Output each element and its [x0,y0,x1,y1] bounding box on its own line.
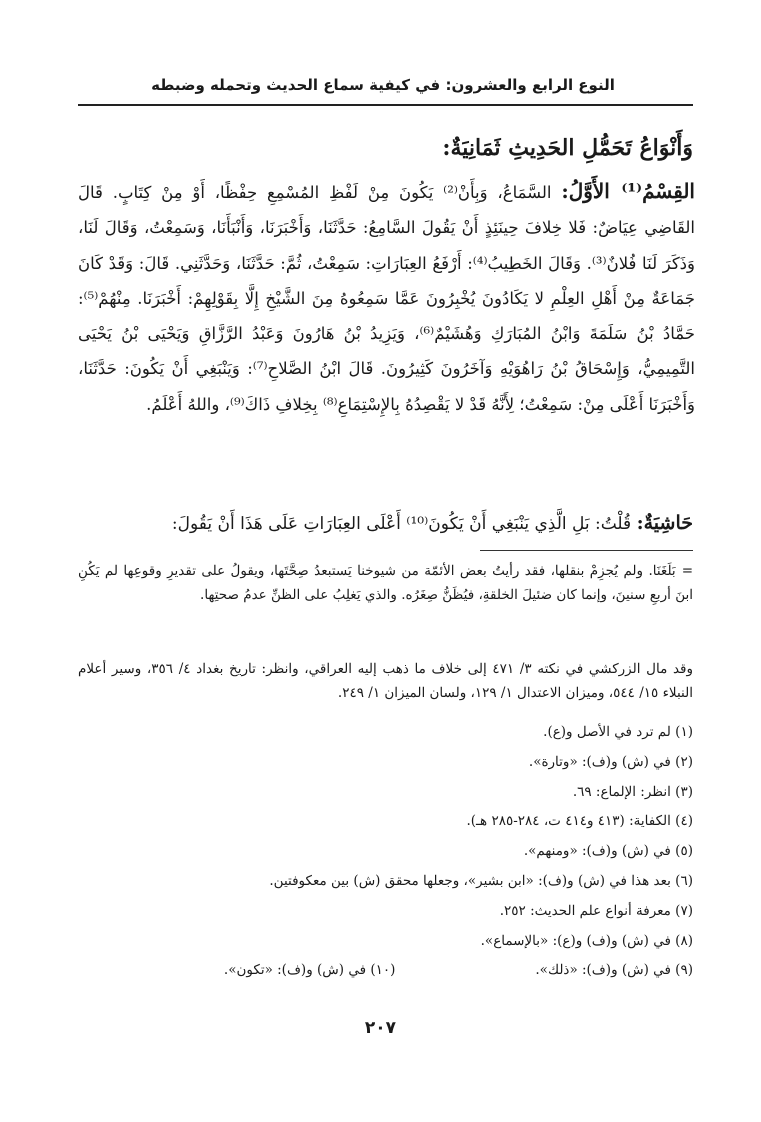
section-lead: القِسْمُ⁽¹⁾ الأَوَّلُ: [561,179,695,203]
footnote-list [78,718,693,986]
hashiya-paragraph [78,506,693,541]
footnote-item: (١) لم ترد في الأصل و(ع). [543,724,693,740]
footnote-item: (٦) بعد هذا في (ش) و(ف): «ابن بشير»، وجعلها محقق (ش) بين معكوفتين. [269,872,693,889]
header-rule [78,104,693,106]
footnote-rule [480,550,693,551]
footnote-item-pair [78,956,693,986]
footnote-item: (٨) في (ش) و(ف) و(ع): «بالإسماع». [480,932,693,949]
hashiya-lead: حَاشِيَةٌ: [636,512,693,534]
footnote-continuation [78,560,693,607]
main-paragraph [78,174,695,422]
footnote-item: (٩) في (ش) و(ف): «ذلك». [535,962,693,979]
footnote-note: وقد مال الزركشي في نكته ٣/ ٤٧١ إلى خلاف ما ذهب إليه العراقي، وانظر: تاريخ بغداد ٤/ ٣٥٦، وسير أعلام النبلاء ١٥/ ٥٤٤، وميزان الاعتدال ١/ ١٢٩، ولسان الميزان ١/ ٢٤٩. [78,661,694,701]
running-head: النوع الرابع والعشرون: في كيفية سماع الحديث وتحمله وضبطه [151,76,615,94]
page-number: ٢٠٧ [364,1018,397,1038]
continuation-text: بَلَغَنَا. ولم يُجزِمْ بنقلها، فقد رأيتُ بعض الأئمّة من شيوخنا يَستبعدُ صِحَّتَها، ويقولُ على تقديرِ وقوعِها لم يَكُنِ ابنَ أربعِ سنينَ، وإنما كان ضئيلَ الخلقةِ، فيُظَنُّ صِغَرُه. والذي يَغلِبُ على الظنِّ عدمُ صحتِها. [78,563,693,603]
footnote-item: (٧) معرفة أنواع علم الحديث: ٢٥٢. [499,902,693,919]
footnote-item: (٣) انظر: الإلماع: ٦٩. [572,783,693,800]
footnote-item: (٥) في (ش) و(ف): «ومنهم». [523,843,693,860]
footnote-item: (٢) في (ش) و(ف): «وتارة». [528,753,693,770]
footnote-item: (٤) الكفاية: (٤١٣ و٤١٤ ت، ٢٨٤-٢٨٥ هـ). [466,813,693,830]
section-heading: وَأَنْوَاعُ تَحَمُّلِ الحَدِيثِ ثَمَانِيَةٌ: [442,135,693,161]
footnote-item: (١٠) في (ش) و(ف): «تكون». [223,962,396,979]
continuation-marker: = [681,563,693,579]
section-text: السَّمَاعُ، وَبِأَنْ⁽²⁾ يَكُونَ مِنْ لَفْظِ المُسْمِعِ حِفْظًا، أَوْ مِنْ كِتَابٍ. قَالَ القَاضِي عِيَاضٌ: فَلا خِلافَ حِينَئِذٍ أَنْ يَقُولَ السَّامِعُ: حَدَّثَنَا، وَأَخْبَرَنَا، وَأَنْبَأَنَا، وَسَمِعْتُ، وَقَالَ لَنَا، وَذَكَرَ لَنَا فُلانٌ⁽³⁾. وَقَالَ الخَطِيبُ⁽⁴⁾: أَرْفَعُ العِبَارَاتِ: سَمِعْتُ، ثُمَّ: حَدَّثَنَا، وَحَدَّثَنِي. قَالَ: وَقَدْ كَانَ جَمَاعَةٌ مِنْ أَهْلِ العِلْمِ لا يَكَادُونَ يُخْبِرُونَ عَمَّا سَمِعُوهُ مِنَ الشَّيْخِ إِلَّا بِقَوْلِهِمْ: أَخْبَرَنَا. مِنْهُمْ⁽⁵⁾: حَمَّادُ بْنُ سَلَمَةَ وَابْنُ المُبَارَكِ وَهُشَيْمٌ⁽⁶⁾، وَيَزِيدُ بْنُ هَارُونَ وَعَبْدُ الرَّزَّاقِ وَيَحْيَى بْنُ يَحْيَى التَّمِيمِيُّ، وَإِسْحَاقُ بْنُ رَاهُوَيْهِ وَآخَرُونَ كَثِيرُونَ. قَالَ ابْنُ الصَّلاحِ⁽⁷⁾: وَيَنْبَغِي أَنْ يَكُونَ: حَدَّثَنَا، وَأَخْبَرَنَا أَعْلَى مِنْ: سَمِعْتُ؛ لِأَنَّهُ قَدْ لا يَقْصِدُهُ بِالإِسْتِمَاعِ⁽⁸⁾ بِخِلافِ ذَاكَ⁽⁹⁾، واللهُ أَعْلَمُ. [78,183,695,414]
hashiya-text: قُلْتُ: بَلِ الَّذِي يَنْبَغِي أَنْ يَكُونَ⁽¹⁰⁾ أَعْلَى العِبَارَاتِ عَلَى هَذَا أَنْ يَقُولَ: [171,514,632,534]
